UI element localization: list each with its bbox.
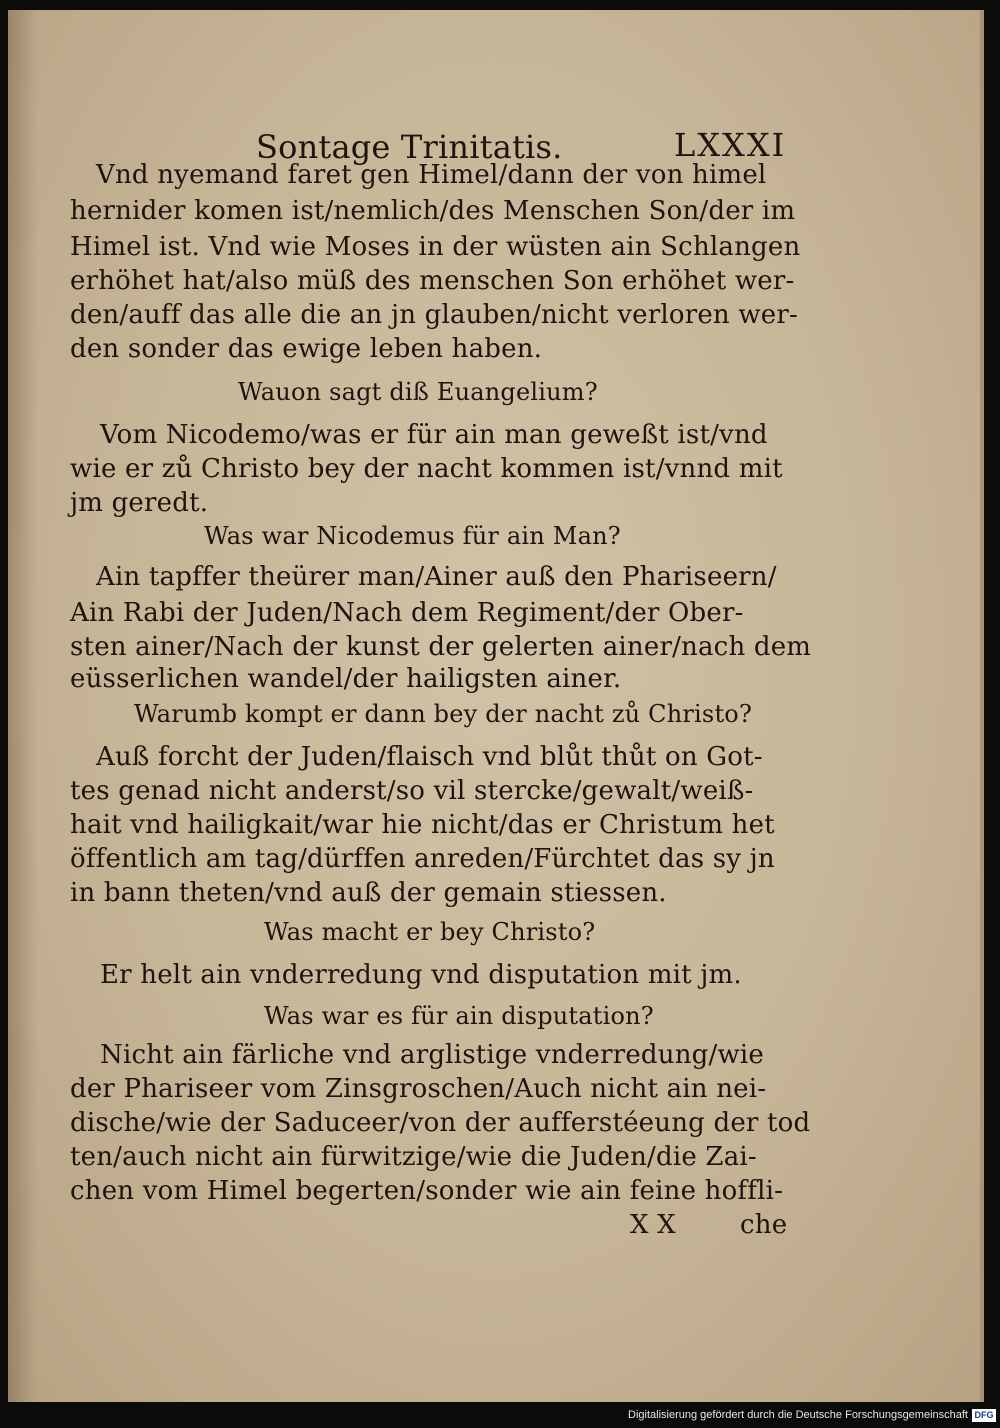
- book-page: [8, 10, 984, 1402]
- text-line: Ain Rabi der Juden/Nach dem Regiment/der Ober-: [70, 598, 744, 628]
- signature-mark: X X: [630, 1210, 676, 1240]
- text-line: den sonder das ewige leben haben.: [70, 334, 543, 364]
- dfg-logo: DFG: [972, 1409, 996, 1422]
- text-line: Ain tapffer theürer man/Ainer auß den Phariseern/: [96, 562, 777, 592]
- text-line: den/auff das alle die an jn glauben/nicht verloren wer-: [70, 300, 798, 330]
- catchword: che: [740, 1210, 788, 1240]
- question-heading: Was macht er bey Christo?: [264, 918, 596, 946]
- text-line: Vom Nicodemo/was er für ain man geweßt ist/vnd: [100, 420, 768, 450]
- text-line: tes genad nicht anderst/so vil stercke/gewalt/weiß-: [70, 776, 754, 806]
- text-line: Auß forcht der Juden/flaisch vnd blůt thůt on Got-: [96, 742, 763, 772]
- text-line: jm geredt.: [70, 488, 209, 518]
- text-line: Nicht ain färliche vnd arglistige vnderredung/wie: [100, 1040, 765, 1070]
- funding-credit: Digitalisierung gefördert durch die Deutsche Forschungsgemeinschaft: [628, 1409, 968, 1421]
- text-line: Vnd nyemand faret gen Himel/dann der von himel: [96, 160, 767, 190]
- page-gutter-shadow: [8, 10, 38, 1402]
- text-line: sten ainer/Nach der kunst der gelerten ainer/nach dem: [70, 632, 812, 662]
- folio-number: LXXXI: [674, 126, 787, 164]
- text-line: öffentlich am tag/dürffen anreden/Fürchtet das sy jn: [70, 844, 775, 874]
- text-line: Himel ist. Vnd wie Moses in der wüsten ain Schlangen: [70, 232, 801, 262]
- text-line: der Phariseer vom Zinsgroschen/Auch nicht ain nei-: [70, 1074, 767, 1104]
- text-line: erhöhet hat/also müß des menschen Son erhöhet wer-: [70, 266, 795, 296]
- question-heading: Was war Nicodemus für ain Man?: [204, 522, 621, 550]
- text-line: in bann theten/vnd auß der gemain stiessen.: [70, 878, 667, 908]
- question-heading: Wauon sagt diß Euangelium?: [238, 378, 598, 406]
- text-line: wie er zů Christo bey der nacht kommen ist/vnnd mit: [70, 454, 783, 484]
- text-line: Er helt ain vnderredung vnd disputation mit jm.: [100, 960, 742, 990]
- text-line: dische/wie der Saduceer/von der aufferstéeung der tod: [70, 1108, 811, 1138]
- footer-bar: [0, 1404, 1000, 1428]
- running-head-title: Sontage Trinitatis.: [256, 128, 563, 166]
- text-line: chen vom Himel begerten/sonder wie ain feine hoffli-: [70, 1176, 784, 1206]
- question-heading: Warumb kompt er dann bey der nacht zů Christo?: [134, 700, 753, 728]
- question-heading: Was war es für ain disputation?: [264, 1002, 654, 1030]
- text-line: hernider komen ist/nemlich/des Menschen Son/der im: [70, 196, 796, 226]
- text-line: hait vnd hailigkait/war hie nicht/das er Christum het: [70, 810, 775, 840]
- text-line: ten/auch nicht ain fürwitzige/wie die Juden/die Zai-: [70, 1142, 757, 1172]
- text-line: eüsserlichen wandel/der hailigsten ainer.: [70, 664, 622, 694]
